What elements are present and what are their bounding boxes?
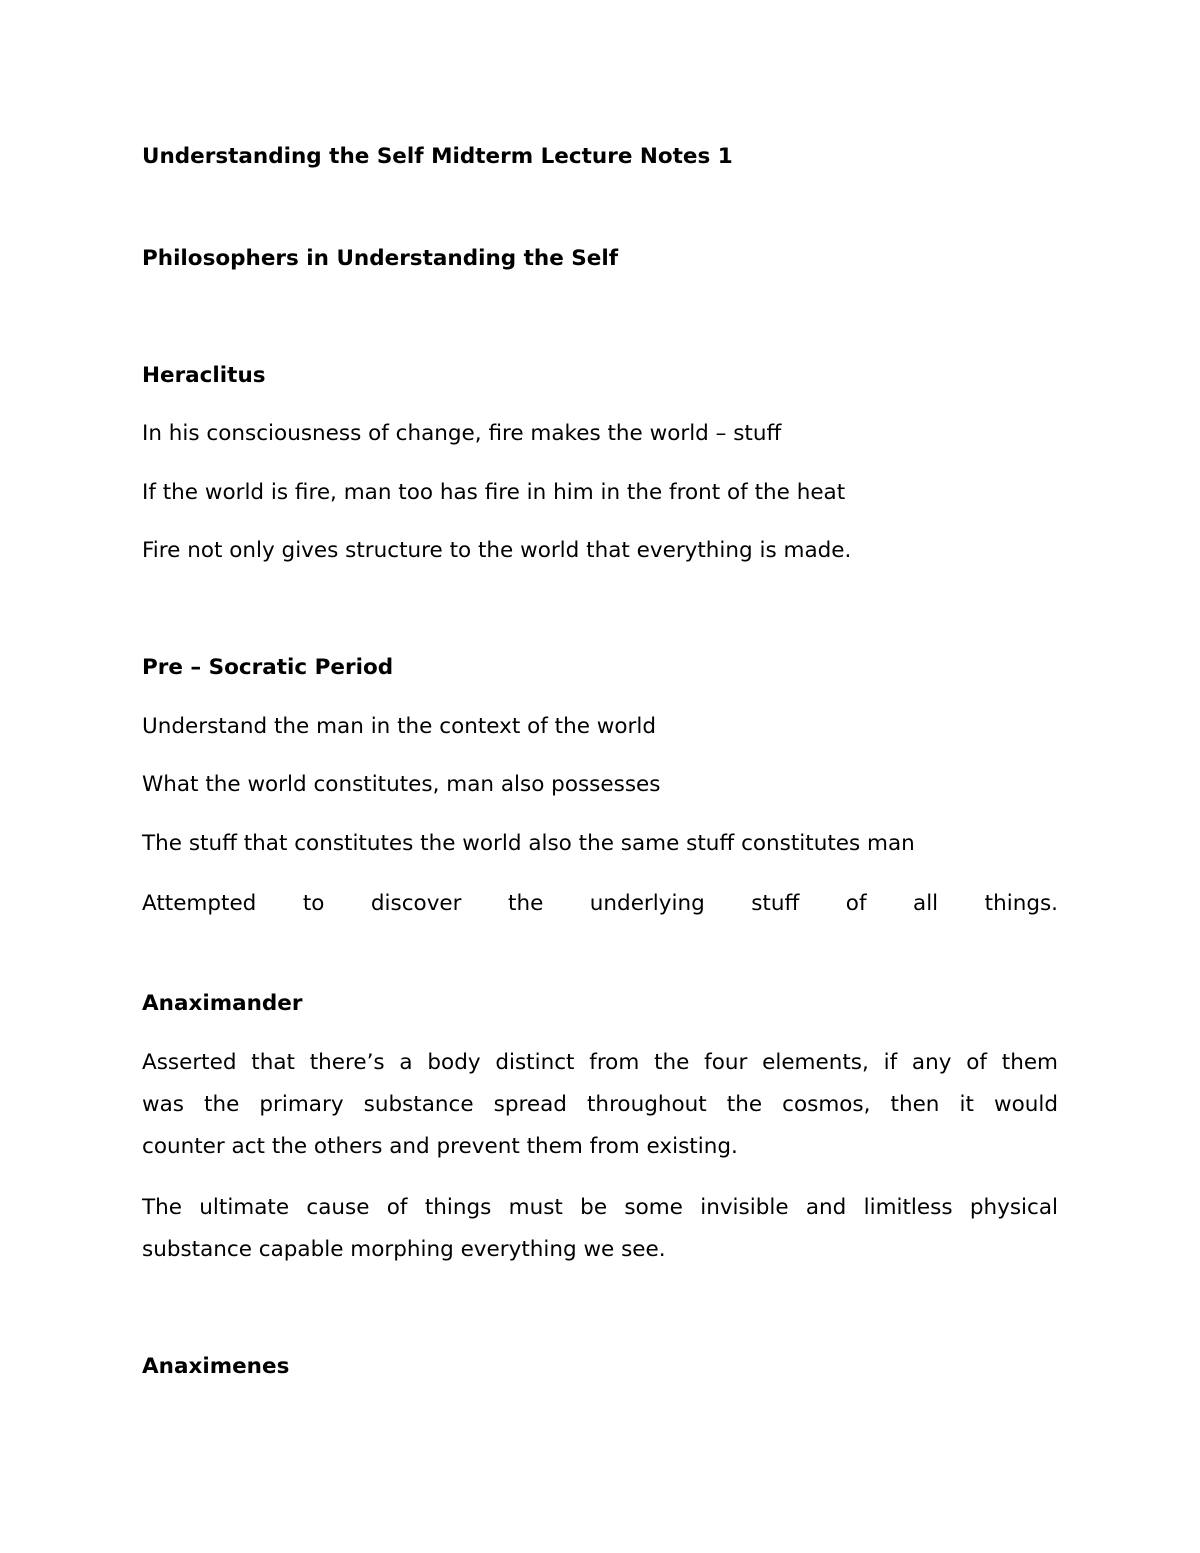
text-line-justified: Attempted to discover the underlying stuff of all things.	[142, 891, 1058, 916]
text-line: The stuff that constitutes the world also the same stuff constitutes man	[142, 831, 915, 856]
text-line: If the world is fire, man too has fire in him in the front of the heat	[142, 480, 846, 505]
paragraph-line: Asserted that there’s a body distinct from the four elements, if any of them	[142, 1050, 1058, 1075]
section-heading-pre-socratic: Pre – Socratic Period	[142, 655, 394, 680]
section-heading-heraclitus: Heraclitus	[142, 363, 266, 388]
text-line: What the world constitutes, man also possesses	[142, 772, 661, 797]
paragraph-line: substance capable morphing everything we see.	[142, 1237, 666, 1262]
document-subtitle: Philosophers in Understanding the Self	[142, 246, 619, 271]
paragraph	[142, 1042, 1058, 1168]
section-heading-anaximenes: Anaximenes	[142, 1354, 290, 1379]
paragraph-line: The ultimate cause of things must be some invisible and limitless physical	[142, 1195, 1058, 1220]
text-line: Fire not only gives structure to the world that everything is made.	[142, 538, 852, 563]
paragraph-line: counter act the others and prevent them from existing.	[142, 1134, 738, 1159]
text-line: In his consciousness of change, fire makes the world – stuff	[142, 421, 782, 446]
paragraph	[142, 1187, 1058, 1271]
section-heading-anaximander: Anaximander	[142, 991, 303, 1016]
text-line: Understand the man in the context of the world	[142, 714, 656, 739]
document-title: Understanding the Self Midterm Lecture Notes 1	[142, 144, 733, 169]
paragraph-line: was the primary substance spread throughout the cosmos, then it would	[142, 1092, 1058, 1117]
